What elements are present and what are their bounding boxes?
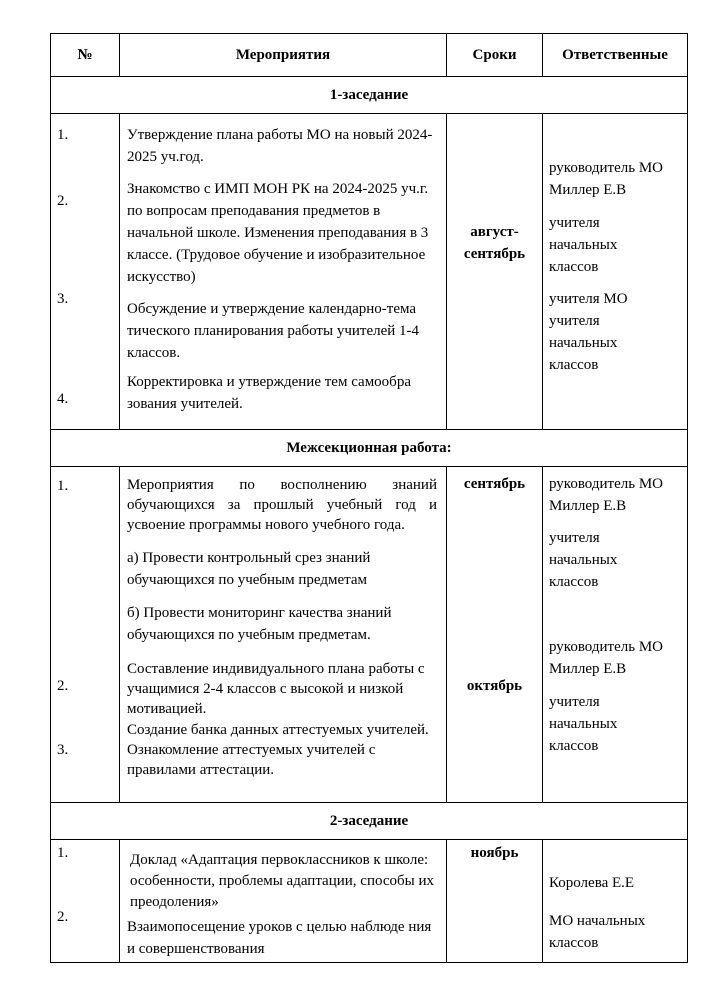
event-text: а) Провести контрольный срез знаний обучающихся по учебным предметам (127, 550, 371, 588)
event-text: Знакомство с ИМП МОН РК на 2024-2025 уч.г. по вопросам преподавания предметов в начальной школе. Изменения преподавания в 3 классе. (Трудовое обучение и изобразительное искусство) (127, 181, 429, 285)
responsible-text: учителя начальных классов (549, 530, 618, 590)
num-3: 3. (57, 742, 69, 758)
responsible-text: руководитель МО Миллер Е.В (549, 639, 663, 677)
header-num: № (51, 34, 120, 77)
num-1: 1. (57, 478, 69, 494)
section-2-body (51, 467, 688, 803)
event-text: Утверждение плана работы МО на новый 2024-2025 уч.год. (127, 127, 433, 165)
num-4: 4. (57, 391, 69, 407)
section-1-term (447, 114, 543, 430)
header-terms: Сроки (447, 34, 543, 77)
responsible-text: руководитель МО Миллер Е.В (549, 476, 663, 514)
section-1-events (120, 114, 447, 430)
section-1-nums (51, 114, 120, 430)
num-3: 3. (57, 291, 69, 307)
section-1-responsible (543, 114, 688, 430)
header-responsible: Ответственные (543, 34, 688, 77)
section-row-1 (51, 77, 688, 114)
responsible-text: учителя начальных классов (549, 694, 618, 754)
header-events: Мероприятия (120, 34, 447, 77)
section-2-responsible (543, 467, 688, 803)
event-text: Составление индивидуального плана работы с учащимися 2-4 классов с высокой и низкой мотивацией. (127, 661, 425, 717)
section-3-term (447, 840, 543, 963)
section-3-events (120, 840, 447, 963)
event-text: Взаимопосещение уроков с целью наблюде ния и совершенствования (127, 919, 432, 957)
event-text: Мероприятия по восполнению знаний обучающихся за прошлый учебный год и усвоение программы нового учебного года. (127, 477, 437, 533)
section-2-terms (447, 467, 543, 803)
document-page (50, 33, 687, 963)
responsible-text: учителя начальных классов (549, 215, 618, 275)
num-2: 2. (57, 678, 69, 694)
event-text: Обсуждение и утверждение календарно-тема тического планирования работы учителей 1-4 классов. (127, 301, 420, 361)
event-text: Создание банка данных аттестуемых учителей. Ознакомление аттестуемых учителей с правилами аттестации. (127, 722, 429, 778)
section-row-3 (51, 803, 688, 840)
term-text: октябрь (466, 678, 523, 694)
responsible-text: МО начальных классов (549, 913, 646, 951)
section-3-nums (51, 840, 120, 963)
section-row-2 (51, 430, 688, 467)
responsible-text: Королева Е.Е (549, 875, 635, 891)
section-2-events (120, 467, 447, 803)
term-text: август-сентябрь (463, 224, 526, 262)
section-title-2: Межсекционная работа: (51, 430, 688, 467)
event-text: Доклад «Адаптация первоклассников к школе: особенности, проблемы адаптации, способы их преодоления» (130, 852, 434, 910)
responsible-text: учителя МО учителя начальных классов (549, 291, 628, 373)
num-2: 2. (57, 909, 69, 925)
table-header-row (51, 34, 688, 77)
plan-table (50, 33, 688, 963)
section-2-nums (51, 467, 120, 803)
section-1-body (51, 114, 688, 430)
event-text: Корректировка и утверждение тем самообра зования учителей. (127, 374, 411, 412)
event-text: б) Провести мониторинг качества знаний обучающихся по учебным предметам. (127, 605, 392, 643)
section-3-responsible (543, 840, 688, 963)
section-title-1: 1-заседание (51, 77, 688, 114)
num-1: 1. (57, 845, 69, 861)
responsible-text: руководитель МО Миллер Е.В (549, 160, 663, 198)
term-text: ноябрь (470, 845, 519, 861)
section-title-3: 2-заседание (51, 803, 688, 840)
num-2: 2. (57, 193, 69, 209)
section-3-body (51, 840, 688, 963)
term-text: сентябрь (463, 476, 526, 492)
num-1: 1. (57, 127, 69, 143)
